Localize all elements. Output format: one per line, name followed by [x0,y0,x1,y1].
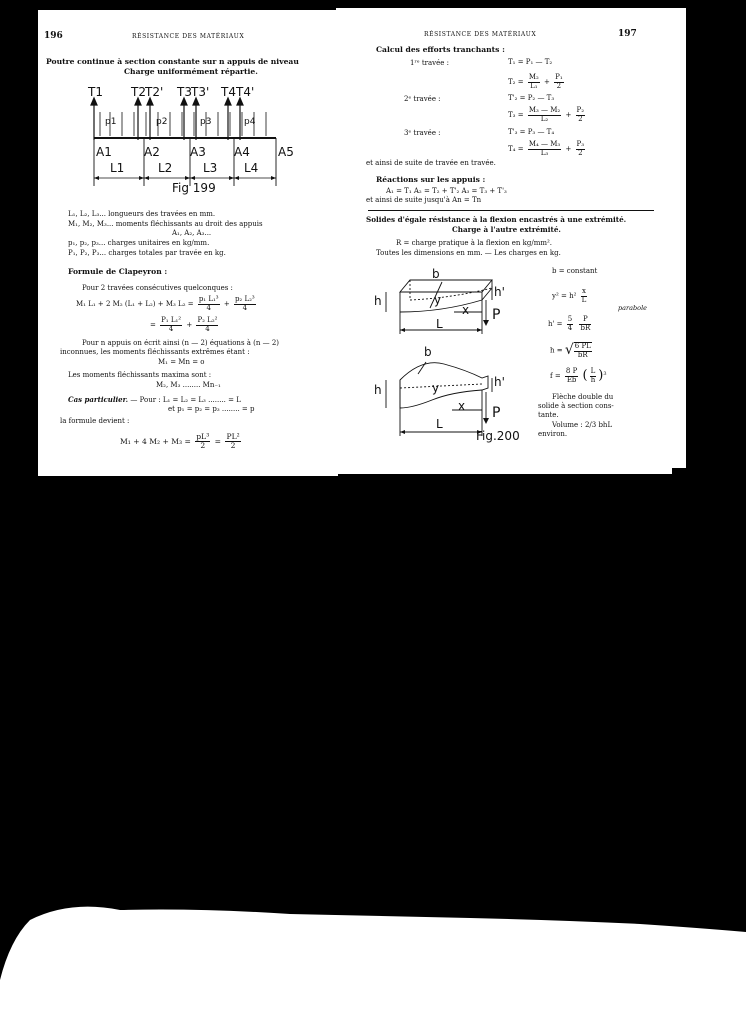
label-p2: p2 [156,117,168,127]
deflection-note-3: tante. [538,411,559,419]
label-p1: p1 [105,117,117,127]
figure-200 [342,8,672,474]
fig200-label-P-top: P [492,307,501,323]
fig200-label-x-bottom: x [458,399,466,413]
clapeyron-equation: M₁ L₁ + 2 M₂ (L₁ + L₂) + M₃ L₂ = $\frac{\text{p₁ L₁³}}{4}$ + $\frac{\text{p₂ L₂³}}{4}$ [76,295,255,312]
fraction: $\frac{\text{M₃ — M₂}}{\text{L₂}}$ [528,106,561,123]
span-1-eq2: T₂ = $\frac{\text{M₂}}{\text{L₁}}$ + $\frac{\text{P₁}}{2}$ [508,73,563,90]
fraction: $\frac{\text{PL²}}{2}$ [226,432,240,451]
label-T3: T3 [177,85,192,99]
fig200-label-P-bottom: P [492,405,501,421]
clapeyron-equation-alt: = $\frac{\text{P₁ L₁²}}{4}$ + $\frac{\text{P₂ L₂²}}{4}$ [150,316,218,333]
max-moments-list: M₂, M₃ ........ Mn₋₁ [156,381,221,389]
volume-note-2: environ. [538,430,568,438]
fig200-label-b-bottom: b [424,345,432,359]
reactions-equation: A₁ = T₁ A₂ = T₂ + T'₂ A₃ = T₃ + T'₃ [386,187,507,195]
fraction: $\frac{\text{pL³}}{2}$ [196,432,210,451]
span-2-eq1: T'₂ = P₂ — T₃ [508,94,555,102]
fraction: $\frac{\text{P₃}}{2}$ [576,140,585,157]
shear-forces-title: Calcul des efforts tranchants : [376,45,505,54]
span-2-eq2: T₃ = $\frac{\text{M₃ — M₂}}{\text{L₂}}$ + $\frac{\text{P₂}}{2}$ [508,106,585,123]
figure-199 [38,10,338,210]
label-T2-prime: T2' [145,85,164,99]
right-page [342,8,672,474]
fig200-label-b-top: b [432,267,440,281]
running-header-left: RÉSISTANCE DES MATÉRIAUX [132,33,245,40]
parabola-note: parabole [618,304,648,312]
fig200-label-x-top: x [462,303,470,317]
fig200-label-y-bottom: y [432,381,440,395]
eq-deflection: f = $\frac{8 P}{Eb}$ ( $\frac{L}{h}$ )$^3$ [550,367,607,384]
label-L2: L2 [158,161,173,175]
section-subtitle-load: Charge uniformément répartie. [124,67,258,76]
fraction: $\frac{L}{h}$ [590,367,596,384]
label-L3: L3 [203,161,218,175]
fraction: $\frac{\text{P₁}}{2}$ [555,73,563,90]
page-number-right: 197 [618,29,637,39]
special-case-label: Cas particulier. [68,395,129,404]
figure-caption-200: Fig.200 [476,429,520,443]
fraction: $\frac{5}{4}$ [567,315,573,332]
label-T2: T2 [131,85,146,99]
fraction: $\frac{\text{P₁ L₁²}}{4}$ [161,316,182,333]
span-3-eq1: T'₃ = P₃ — T₄ [508,128,555,136]
fraction: $\frac{8 P}{Eb}$ [565,367,578,384]
label-L1: L1 [110,161,125,175]
running-header-right: RÉSISTANCE DES MATÉRIAUX [424,31,537,38]
fraction: $\frac{\text{M₂}}{\text{L₁}}$ [528,73,539,90]
scan-artifact [0,880,746,1024]
fig200-label-y-top: y [434,293,442,307]
definition-moments: M₁, M₂, M₃... moments fléchissants au droit des appuis [68,220,263,228]
eq-b-constant: b = constant [552,267,598,275]
fraction: $\frac{\text{M₄ — M₃}}{\text{L₃}}$ [528,140,561,157]
equal-strength-subtitle: Charge à l'autre extrémité. [452,225,561,234]
label-A2: A2 [144,145,160,159]
label-p4: p4 [244,117,256,127]
fraction: $\frac{\text{P₂ L₂²}}{4}$ [197,316,218,333]
fig200-label-L-bottom: L [436,417,443,431]
fig200-label-h-top: h [374,294,382,308]
span-3-eq2: T₄ = $\frac{\text{M₄ — M₃}}{\text{L₃}}$ + $\frac{\text{P₃}}{2}$ [508,140,585,157]
label-L4: L4 [244,161,259,175]
definition-supports: A₁, A₂, A₃... [172,229,212,237]
figure-caption-199: Fig 199 [172,181,216,195]
beam-diagram [38,10,338,210]
eq-h-prime: h' = $\frac{5}{4}$ $\frac{P}{bR}$ [548,315,591,332]
fig200-label-h-bottom: h [374,383,382,397]
fraction: $\frac{6 PL}{bR}$ [574,342,591,359]
label-A1: A1 [96,145,112,159]
reactions-title: Réactions sur les appuis : [376,175,486,184]
book-spine [336,8,344,474]
section-title-beam: Poutre continue à section constante sur n appuis de niveau [46,57,299,66]
special-case-line2: et p₁ = p₂ = p₃ ........ = p [168,405,255,413]
eq-parabola: y² = h² $\frac{x}{L}$ [552,287,587,304]
fraction: $\frac{\text{p₂ L₂³}}{4}$ [234,295,255,312]
deflection-note-1: Flèche double du [552,393,614,401]
eq-h: h = √ $\frac{6 PL}{bR}$ [550,341,591,359]
deflection-note-2: solide à section cons- [538,402,614,410]
span-3-label: 3ᵉ travée : [404,129,441,137]
label-T4-prime: T4' [236,85,255,99]
label-T1: T1 [88,85,103,99]
fig200-label-hprime-bottom: h' [494,375,505,389]
definition-unit-loads: p₁, p₂, p₃... charges unitaires en kg/mm. [68,239,210,247]
label-p3: p3 [200,117,212,127]
R-definition: R = charge pratique à la flexion en kg/mm². [396,239,553,247]
extreme-moments-equation: M₁ = Mn = o [158,358,205,366]
cantilever-diagrams [342,8,672,474]
page-number-left: 196 [44,31,63,41]
final-formula: M₁ + 4 M₂ + M₃ = $\frac{\text{pL³}}{2}$ = $\frac{\text{PL²}}{2}$ [120,432,240,451]
label-A4: A4 [234,145,250,159]
volume-note-1: Volume : 2/3 bhL [552,421,613,429]
label-T3-prime: T3' [191,85,210,99]
paragraph-n-supports-cont: inconnues, les moments fléchissants extrêmes étant : [60,348,250,356]
fraction: $\frac{P}{bR}$ [580,315,591,332]
fig200-label-L-top: L [436,317,443,331]
reactions-continuation: et ainsi de suite jusqu'à An = Tn [366,196,482,204]
span-1-label: 1ʳᵉ travée : [410,59,449,67]
definition-total-loads: P₁, P₂, P₃... charges totales par travée en kg. [68,249,226,257]
left-page [38,10,338,476]
special-case-line1: Cas particulier. — Pour : L₁ = L₂ = L₃ ........ = L [68,395,241,404]
clapeyron-intro: Pour 2 travées consécutives quelconques : [82,284,233,292]
span-1-eq1: T₁ = P₁ — T₂ [508,58,553,66]
formula-intro: la formule devient : [60,417,130,425]
label-T4: T4 [221,85,236,99]
page-stack-edge [672,8,686,468]
label-A5: A5 [278,145,294,159]
clapeyron-title: Formule de Clapeyron : [68,267,168,276]
paragraph-max-moments: Les moments fléchissants maxima sont : [68,371,212,379]
equal-strength-title: Solides d'égale résistance à la flexion encastrés à une extrémité. [366,215,627,224]
fraction: $\frac{\text{P₂}}{2}$ [576,106,585,123]
shear-continuation: et ainsi de suite de travée en travée. [366,159,496,167]
label-A3: A3 [190,145,206,159]
definition-lengths: L₁, L₂, L₃... longueurs des travées en mm. [68,210,216,218]
sqrt-icon: √ [564,341,574,358]
fig200-label-hprime-top: h' [494,285,505,299]
equation-lhs: M₁ L₁ + 2 M₂ (L₁ + L₂) + M₃ L₂ = [76,300,194,309]
paragraph-n-supports: Pour n appuis on écrit ainsi (n — 2) équations à (n — 2) [82,339,280,347]
units-note: Toutes les dimensions en mm. — Les charges en kg. [376,249,561,257]
span-2-label: 2ᵉ travée : [404,95,441,103]
fraction: $\frac{x}{L}$ [581,287,587,304]
fraction: $\frac{\text{p₁ L₁³}}{4}$ [198,295,219,312]
